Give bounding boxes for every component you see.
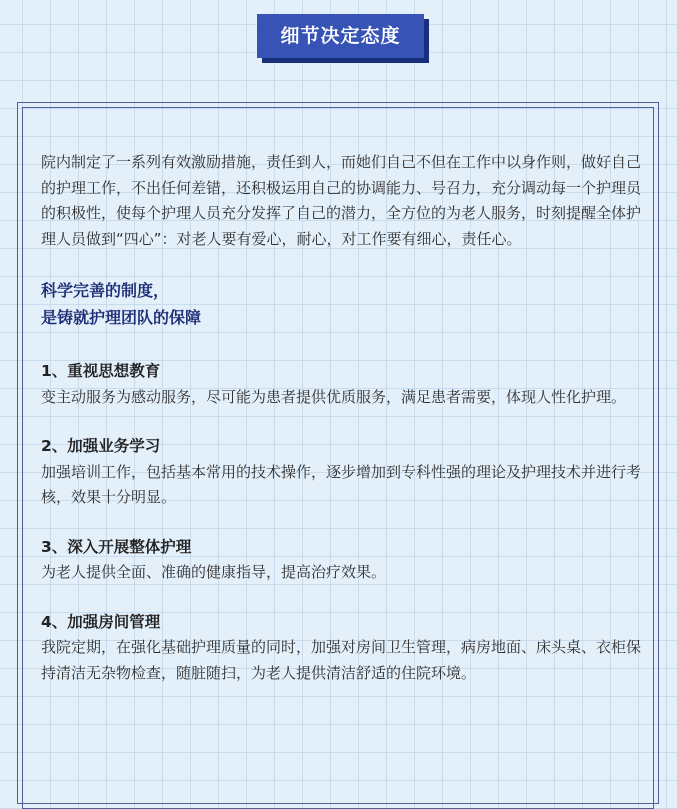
list-item — [41, 610, 641, 687]
item-body: 变主动服务为感动服务，尽可能为患者提供优质服务，满足患者需要，体现人性化护理。 — [41, 387, 627, 406]
item-title: 2、加强业务学习 — [41, 437, 161, 455]
intro-paragraph: 院内制定了一系列有效激励措施，责任到人，而她们自己不但在工作中以身作则，做好自己的护理工作，不出任何差错，还积极运用自己的协调能力、号召力，充分调动每一个护理员的积极性，使每个护理人员充分发挥了自己的潜力，全方位的为老人服务，时刻提醒全体护理人员做到“四心”：对老人要有爱心，耐心，对工作要有细心，责任心。 — [41, 153, 642, 248]
item-body: 为老人提供全面、准确的健康指导，提高治疗效果。 — [41, 563, 387, 581]
list-item — [41, 434, 641, 511]
list-item — [41, 359, 641, 410]
section-heading-line-2: 是铸就护理团队的保障 — [41, 308, 202, 327]
item-title: 4、加强房间管理 — [41, 612, 161, 631]
item-body: 加强培训工作，包括基本常用的技术操作，逐步增加到专科性强的理论及护理技术并进行考核，效果十分明显。 — [41, 462, 642, 506]
article-content — [41, 150, 641, 710]
section-heading — [41, 277, 641, 331]
title-banner — [257, 14, 424, 58]
item-title: 3、深入开展整体护理 — [41, 537, 192, 556]
page-title: 细节决定态度 — [257, 14, 424, 58]
section-heading-line-1: 科学完善的制度， — [41, 281, 170, 300]
item-title: 1、重视思想教育 — [41, 362, 161, 380]
list-item — [41, 535, 641, 586]
item-body: 我院定期，在强化基础护理质量的同时，加强对房间卫生管理，病房地面、床头桌、衣柜保持清洁无杂物检查，随脏随扫，为老人提供清洁舒适的住院环境。 — [41, 638, 642, 682]
